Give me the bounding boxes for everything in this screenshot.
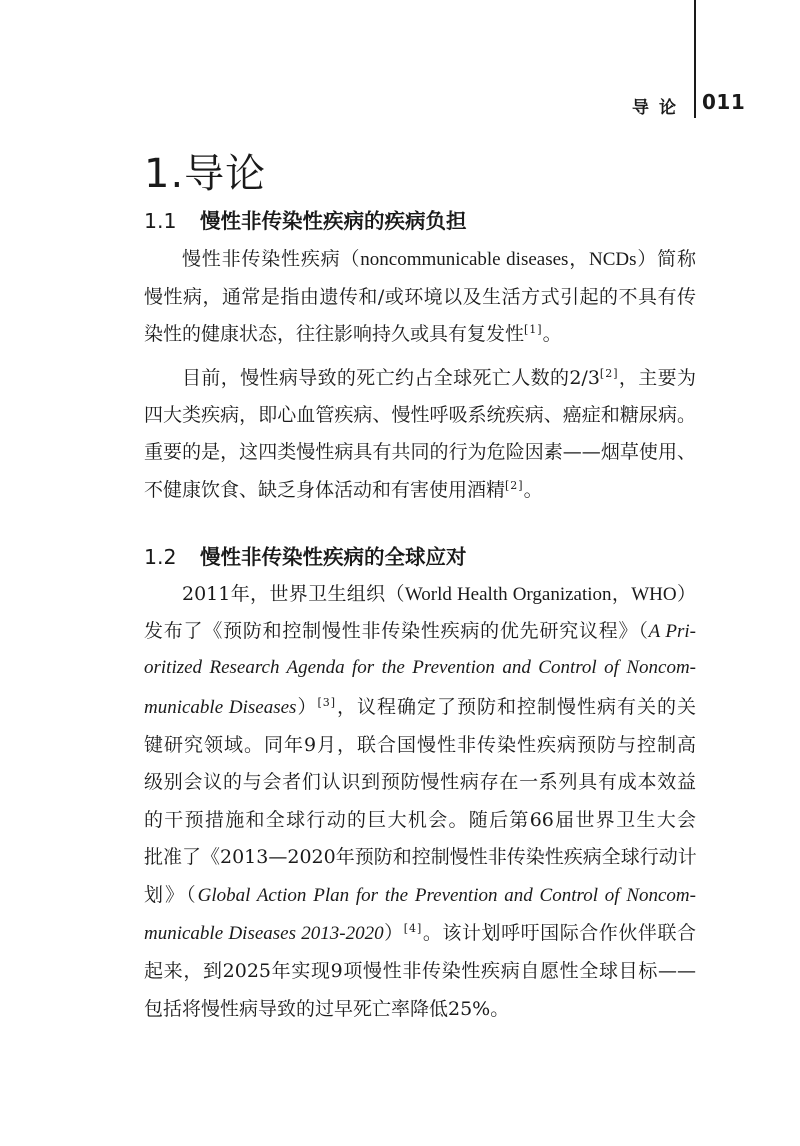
- paragraph-line: 级别会议的与会者们认识到预防慢性病存在一系列具有成本效益: [144, 771, 696, 793]
- section-heading-1-2: [144, 540, 467, 570]
- citation-ref: [3]: [317, 696, 337, 709]
- section-number: 1.1: [144, 209, 177, 233]
- chapter-title: 1.导论: [144, 151, 267, 197]
- citation-ref: [1]: [524, 323, 543, 336]
- paragraph-line: 的干预措施和全球行动的巨大机会。随后第66届世界卫生大会: [144, 809, 696, 831]
- paragraph-line: 不健康饮食、缺乏身体活动和有害使用酒精[2]。: [144, 479, 543, 501]
- header-vertical-rule: [694, 0, 696, 118]
- running-header-title: 导论: [632, 98, 686, 118]
- page-number: 011: [702, 90, 746, 114]
- paragraph-line: municable Diseases）[3]，议程确定了预防和控制慢性病有关的关: [144, 696, 696, 718]
- paragraph-line: 键研究领域。同年9月，联合国慢性非传染性疾病预防与控制高: [144, 734, 696, 756]
- citation-ref: [2]: [599, 367, 619, 380]
- paragraph-line: 批准了《2013—2020年预防和控制慢性非传染性疾病全球行动计: [144, 846, 697, 868]
- paragraph-line: 染性的健康状态，往往影响持久或具有复发性[1]。: [144, 323, 562, 345]
- section-title: 慢性非传染性疾病的全球应对: [200, 545, 467, 569]
- paragraph-line: 慢性病，通常是指由遗传和/或环境以及生活方式引起的不具有传: [144, 286, 696, 308]
- paragraph-line: 2011年，世界卫生组织（World Health Organization，WHO）: [182, 583, 696, 605]
- paragraph-line: 重要的是，这四类慢性病具有共同的行为危险因素——烟草使用、: [144, 441, 696, 463]
- citation-ref: [4]: [403, 922, 423, 935]
- paragraph-line: 目前，慢性病导致的死亡约占全球死亡人数的2/3[2]，主要为: [182, 367, 696, 389]
- paragraph-line: municable Diseases 2013-2020）[4]。该计划呼吁国际合作伙伴联合: [144, 922, 696, 944]
- paragraph-line: 包括将慢性病导致的过早死亡率降低25%。: [144, 998, 510, 1020]
- section-heading-1-1: [144, 204, 467, 234]
- paragraph-line: 慢性非传染性疾病（noncommunicable diseases，NCDs）简称: [182, 248, 696, 270]
- paragraph-line: 四大类疾病，即心血管疾病、慢性呼吸系统疾病、癌症和糖尿病。: [144, 404, 696, 426]
- paragraph-line: 划》（Global Action Plan for the Prevention and Control of Noncom-: [144, 884, 696, 906]
- paragraph-line: oritized Research Agenda for the Prevention and Control of Noncom-: [144, 657, 696, 678]
- citation-ref: [2]: [505, 479, 524, 492]
- paragraph-line: 起来，到2025年实现9项慢性非传染性疾病自愿性全球目标——: [144, 960, 696, 982]
- section-title: 慢性非传染性疾病的疾病负担: [200, 209, 467, 233]
- section-number: 1.2: [144, 545, 177, 569]
- paragraph-line: 发布了《预防和控制慢性非传染性疾病的优先研究议程》（A Pri-: [144, 620, 696, 642]
